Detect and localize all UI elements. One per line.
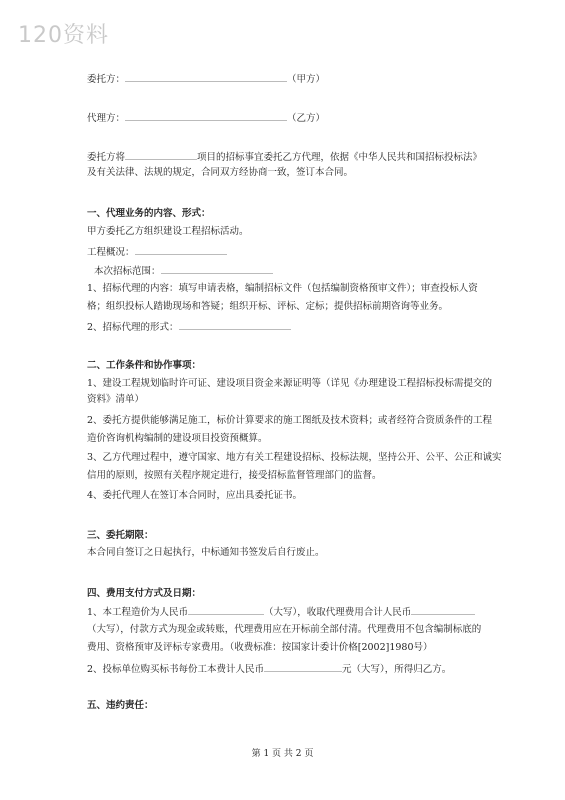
section-1-p4-line-1: 1、招标代理的内容：填写申请表格，编制招标文件（包括编制资格预审文件）；审查投标人资	[87, 283, 478, 294]
section-1-heading: 一、代理业务的内容、形式：	[87, 208, 211, 219]
section-2-heading: 二、工作条件和协作事项：	[87, 360, 202, 371]
section-1-p4-line-2: 格；组织投标人踏勘现场和答疑；组织开标、评标、定标；提供招标前期咨询等业务。	[87, 301, 449, 312]
cost-blank[interactable]	[188, 605, 264, 615]
page-footer: 第 1 页 共 2 页	[251, 749, 314, 759]
section-3-heading: 三、委托期限：	[87, 530, 154, 541]
fee-blank[interactable]	[411, 605, 475, 615]
section-4-p1-line-3: 费用、资格预审及评标专家费用。（收费标准：按国家计委计价格[2002]1980号）	[87, 642, 433, 653]
section-5-heading: 五、违约责任：	[87, 700, 154, 711]
section-2-p1-line-1: 1、建设工程规划临时许可证、建设项目资金来源证明等（详见《办理建设工程招标投标需提交的	[87, 378, 493, 389]
scope-line	[94, 264, 273, 278]
party-b-line	[87, 111, 325, 125]
tender-fee-label: 2、投标单位购买标书每份工本费计人民币	[87, 664, 265, 675]
scope-blank[interactable]	[161, 264, 273, 274]
project-overview-label: 工程概况：	[87, 247, 135, 258]
section-3-p1: 本合同自签订之日起执行，中标通知书签发后自行废止。	[87, 547, 325, 558]
watermark: 120资料	[18, 23, 109, 48]
agency-form-blank[interactable]	[179, 320, 291, 330]
section-2-p3-line-1: 3、乙方代理过程中，遵守国家、地方有关工程建设招标、投标法规，坚持公开、公平、公正和诚实	[87, 452, 502, 463]
section-2-p4: 4、委托代理人在签订本合同时，应出具委托证书。	[87, 490, 303, 501]
party-a-suffix: （甲方）	[287, 74, 326, 85]
agency-form-line	[87, 320, 291, 334]
scope-label: 本次招标范围：	[94, 266, 161, 277]
party-a-blank[interactable]	[125, 72, 287, 82]
project-overview-line	[87, 245, 227, 259]
section-4-p2	[87, 662, 451, 676]
section-4-p1-line-1	[87, 605, 475, 619]
agency-form-label: 2、招标代理的形式：	[87, 322, 179, 333]
project-name-blank[interactable]	[125, 150, 197, 160]
party-b-suffix: （乙方）	[287, 113, 326, 124]
fee-label: （大写），收取代理费用合计人民币	[264, 607, 412, 618]
intro-text-a: 委托方将	[87, 152, 126, 163]
section-2-p1-line-2: 资料》清单）	[87, 394, 145, 405]
intro-line-2: 及有关法律、法规的规定，合同双方经协商一致，签订本合同。	[87, 167, 354, 178]
party-b-blank[interactable]	[125, 111, 287, 121]
section-4-p1-line-2: （大写），付款方式为现金或转账，代理费用应在开标前全部付清。代理费用不包含编制标底的	[87, 624, 482, 635]
party-b-label: 代理方：	[87, 113, 126, 124]
project-overview-blank[interactable]	[135, 245, 227, 255]
cost-label: 1、本工程造价为人民币	[87, 607, 189, 618]
section-4-heading: 四、费用支付方式及日期：	[87, 588, 202, 599]
section-1-p1: 甲方委托乙方组织建设工程招标活动。	[87, 226, 249, 237]
section-2-p2-line-2: 造价咨询机构编制的建设项目投资预概算。	[87, 433, 268, 444]
section-2-p3-line-2: 信用的原则，按照有关程序规定进行，接受招标监督管理部门的监督。	[87, 470, 382, 481]
intro-text-b: 项目的招标事宜委托乙方代理，依据《中华人民共和国招标投标法》	[197, 152, 483, 163]
tender-fee-suffix: 元（大写），所得归乙方。	[342, 664, 452, 675]
section-2-p2-line-1: 2、委托方提供能够满足施工，标价计算要求的施工图纸及技术资料；或者经符合资质条件的工程	[87, 415, 493, 426]
party-a-line	[87, 72, 325, 86]
intro-line-1	[87, 150, 482, 164]
party-a-label: 委托方：	[87, 74, 126, 85]
tender-fee-blank[interactable]	[264, 662, 342, 672]
